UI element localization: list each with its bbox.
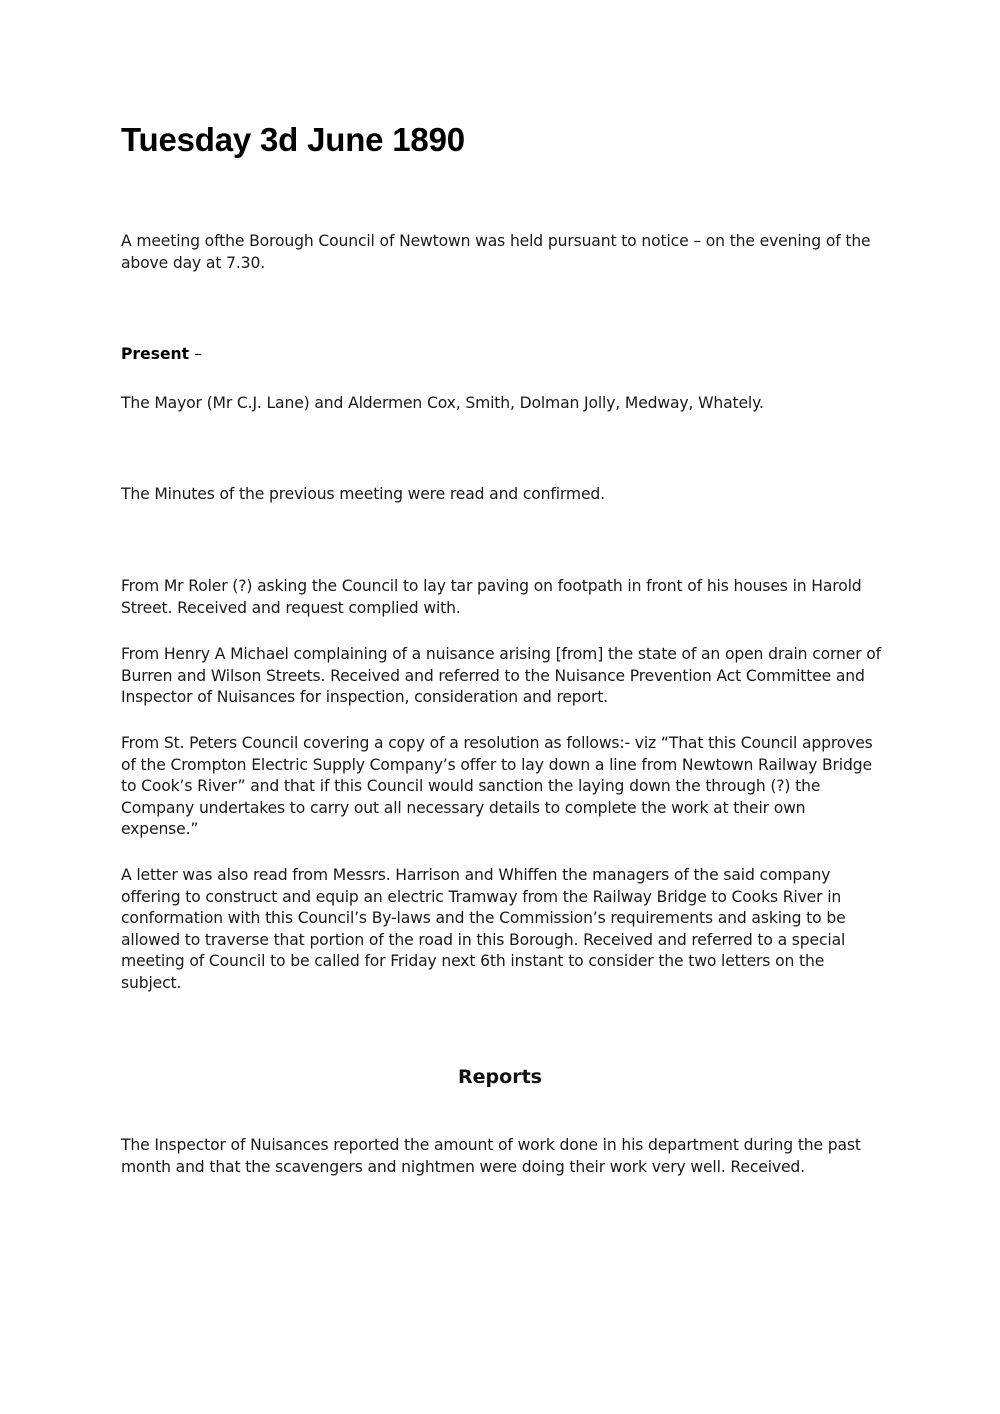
reports-paragraph: The Inspector of Nuisances reported the amount of work done in his department during the past month and that the scavengers and nightmen were doing their work very well. Received. [121, 1136, 861, 1176]
page-title: Tuesday 3d June 1890 [121, 121, 465, 158]
minutes-paragraph: The Minutes of the previous meeting were read and confirmed. [121, 485, 605, 503]
reports-heading: Reports [458, 1066, 542, 1088]
present-dash: – [189, 345, 202, 363]
attendees-paragraph: The Mayor (Mr C.J. Lane) and Aldermen Cox, Smith, Dolman Jolly, Medway, Whately. [121, 394, 764, 412]
correspondence-item-roler: From Mr Roler (?) asking the Council to lay tar paving on footpath in front of his houses in Harold Street. Received and request complied with. [121, 577, 862, 617]
present-label: Present [121, 345, 190, 363]
opening-paragraph: A meeting ofthe Borough Council of Newtown was held pursuant to notice – on the evening of the above day at 7.30. [121, 232, 871, 272]
correspondence-item-michael: From Henry A Michael complaining of a nuisance arising [from] the state of an open drain corner of Burren and Wilson Streets. Received and referred to the Nuisance Prevention Act Committee and Inspector of Nuisances for inspection, consideration and report. [121, 645, 881, 706]
present-heading [121, 344, 202, 366]
correspondence-item-harrison-whiffen: A letter was also read from Messrs. Harrison and Whiffen the managers of the said company offering to construct and equip an electric Tramway from the Railway Bridge to Cooks River in conformation with this Council’s By-laws and the Commission’s requirements and asking to be allowed to traverse that portion of the road in this Borough. Received and referred to a special meeting of Council to be called for Friday next 6th instant to consider the two letters on the subject. [121, 866, 846, 992]
correspondence-item-st-peters: From St. Peters Council covering a copy of a resolution as follows:- viz “That this Council approves of the Crompton Electric Supply Company’s offer to lay down a line from Newtown Railway Bridge to Cook’s River” and that if this Council would sanction the laying down the through (?) the Company undertakes to carry out all necessary details to complete the work at their own expense.” [121, 734, 873, 838]
